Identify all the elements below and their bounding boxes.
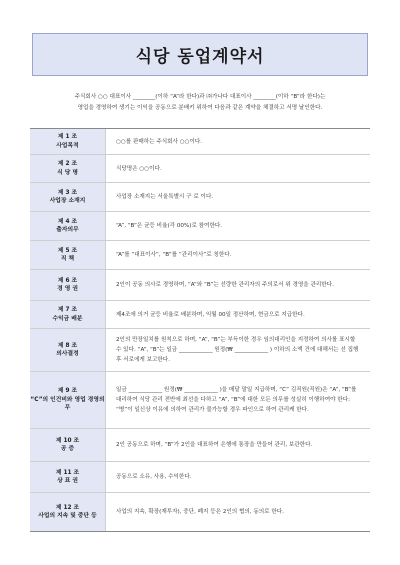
clause-row [30,129,370,155]
clause-name: 직 책 [60,256,75,262]
clause-number: 제 12 조 [55,504,80,511]
clause-row [30,329,370,372]
clause-name: 사업의 지속 및 중단 등 [38,513,97,519]
clause-content [106,372,370,428]
clause-label [30,372,106,428]
clause-table [30,128,370,532]
clause-label [30,155,106,182]
clause-label [30,462,106,492]
clause-number: 제 5 조 [57,247,78,254]
clause-number: 제 7 조 [57,307,78,313]
clause-name: 의사결정 [56,351,79,357]
clause-number: 제 1 조 [57,134,78,140]
clause-text: 사업장 소재지는 서울특별시 구 로 이다. [116,194,214,200]
clause-number: 제 8 조 [57,342,78,349]
clause-name: 사업장 소재지 [49,198,86,204]
clause-name: 사업목적 [56,142,79,149]
clause-label [30,241,106,269]
clause-row [30,270,370,301]
clause-label [30,129,106,154]
clause-label [30,429,106,461]
clause-content [106,183,370,211]
clause-row [30,301,370,329]
clause-content [106,493,370,531]
clause-row [30,429,370,462]
clause-label [30,212,106,240]
clause-name: 공 증 [60,446,75,452]
clause-number: 제 3 조 [57,189,78,196]
clause-content [106,241,370,269]
clause-text: 2인이 공동 의사로 경영하며, “A”와 “B”는 선량한 관리자의 주의로서 위 경영을 관리한다. [116,282,334,288]
clause-content [106,129,370,154]
clause-name: “C”의 인건비와 영업 경영의무 [30,396,105,412]
clause-number: 제 6 조 [57,277,78,284]
clause-name: 상 표 권 [57,478,78,484]
clause-row [30,462,370,493]
clause-content [106,155,370,182]
clause-text: ○○를 판매하는 주식회사 ○○이다. [116,138,203,145]
clause-row [30,493,370,532]
clause-text: “A”를 “대표이사”, “B”를 “관리이사”로 칭한다. [116,252,232,258]
clause-label [30,270,106,300]
clause-text: 제4조에 의거 균등 비율로 배분하며, 익월 00일 정산하며, 현금으로 지급한다. [116,311,305,318]
clause-row [30,155,370,183]
clause-row [30,372,370,429]
clause-text: “A”, “B”은 균등 비율(각 00%)로 참여한다. [116,223,223,229]
clause-text: 사업의 지속, 확장(재투자), 중단, 폐지 등은 2인의 협의, 동의로 한다. [116,509,284,515]
clause-content [106,329,370,371]
clause-content [106,301,370,328]
clause-text: 2인 공동으로 하며, “B”가 2인을 대표하여 은행에 통장을 만들어 관리, 보관한다. [116,442,313,448]
clause-content [106,270,370,300]
clause-label [30,493,106,531]
clause-number: 제 2 조 [57,161,78,167]
clause-label [30,183,106,211]
clause-name: 식 당 명 [57,169,78,176]
clause-row [30,212,370,241]
clause-text: 2인의 만장일치를 원칙으로 하며, “A”, “B”는 부득이한 경우 임의대리인을 지정하여 의사를 표시할 수 있다. “A”, “B”는 일금 ____________ 원정(₩ ____________ ) 이하의 소액 건에 대해서는 선 집행 후 서로에게 보고한다. [116,337,359,363]
clause-name: 수익금 배분 [52,315,83,322]
clause-label [30,301,106,328]
clause-content [106,462,370,492]
clause-row [30,241,370,270]
intro-line: 주식회사 ○○ 대표이사 ________(이하 “A”라 한다)과 ㈜가나다 대표이사 ________(이하 “B”라 한다)는 [74,94,326,100]
intro-paragraph [34,92,366,114]
document-title: 식당 동업계약서 [32,33,368,76]
clause-content [106,212,370,240]
clause-name: 출자의무 [56,227,79,233]
intro-line: 영업을 경영하여 생기는 이익을 공동으로 분배키 위하여 다음과 같은 계약을 체결하고 서명 날인한다. [77,105,323,111]
clause-text: 공동으로 소유, 사용, 수익한다. [116,474,192,480]
clause-number: 제 4 조 [57,218,78,225]
clause-label [30,329,106,371]
clause-text: 일금 ____________ 원정(₩ ____________ )을 매달 말일 지급하며, “C” 김직원(직원)은 “A”, “B”를 대리하여 식당 관리 전반에 최선을 다하고 “A”, “B”에 대한 모든 의무를 성실히 이행하여야 한다: “병”이 일신상 이유에 의하여 관리가 불가능할 경우 파인으로 하여 관리케 한다. [116,387,357,413]
clause-number: 제 9 조 [57,388,78,395]
clause-text: 식당명은 ○○이다. [116,165,162,172]
clause-row [30,183,370,212]
clause-name: 경 영 권 [57,286,78,292]
clause-number: 제 10 조 [55,437,80,444]
clause-number: 제 11 조 [55,469,80,476]
clause-content [106,429,370,461]
